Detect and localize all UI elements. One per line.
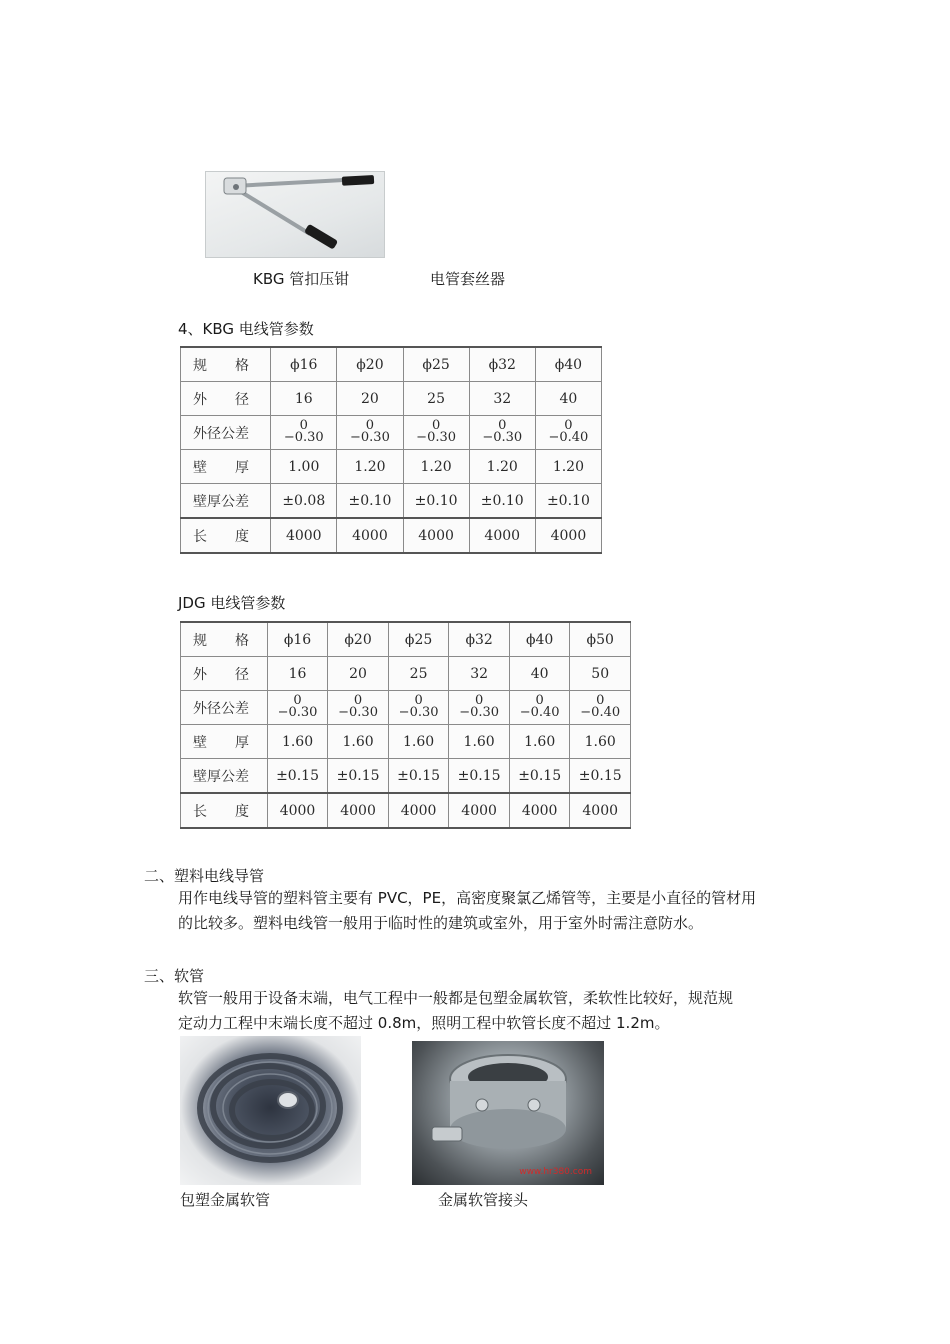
table-cell <box>388 691 449 725</box>
kbg-spec-table <box>180 346 602 554</box>
table-cell: 1.60 <box>328 725 389 759</box>
tolerance-upper: 0 <box>299 418 308 433</box>
tolerance-upper: 0 <box>431 418 441 433</box>
table-cell <box>328 691 389 725</box>
table-cell: ±0.10 <box>337 484 403 519</box>
table-cell: 1.60 <box>388 725 449 759</box>
table-cell: ±0.10 <box>469 484 535 519</box>
tolerance-upper: 0 <box>474 693 484 708</box>
section-plastic-conduit-heading: 二、塑料电线导管 <box>144 867 265 885</box>
table-cell: ϕ32 <box>449 622 510 657</box>
section-plastic-conduit-text <box>178 886 756 936</box>
table-cell: 40 <box>535 382 601 416</box>
table-cell: 50 <box>570 657 631 691</box>
table-cell <box>535 416 601 450</box>
table-cell: ±0.15 <box>328 759 389 794</box>
table-cell: 25 <box>403 382 469 416</box>
row-header: 壁 厚 <box>181 725 268 759</box>
jdg-row <box>181 657 631 691</box>
table-cell: ϕ20 <box>337 347 403 382</box>
tolerance-lower: −0.30 <box>459 705 500 720</box>
table-cell: 25 <box>388 657 449 691</box>
paragraph-line: 软管一般用于设备末端，电气工程中一般都是包塑金属软管，柔软性比较好，规范规 <box>178 989 734 1007</box>
table-cell: ϕ25 <box>403 347 469 382</box>
tolerance-upper: 0 <box>414 693 423 708</box>
table-cell: 4000 <box>267 793 328 828</box>
row-header: 长 度 <box>181 518 271 553</box>
table-cell: ϕ20 <box>328 622 389 657</box>
jdg-spec-table <box>180 621 631 829</box>
table-cell <box>271 416 337 450</box>
row-header: 长 度 <box>181 793 268 828</box>
row-header: 壁厚公差 <box>181 759 268 794</box>
row-header: 外 径 <box>181 657 268 691</box>
metal-hose-connector-photo <box>412 1041 604 1185</box>
table-cell: 1.60 <box>570 725 631 759</box>
tolerance-upper: 0 <box>596 693 605 708</box>
table-cell: ±0.08 <box>271 484 337 519</box>
jdg-row <box>181 691 631 725</box>
table-cell: 1.20 <box>535 450 601 484</box>
row-header: 壁 厚 <box>181 450 271 484</box>
tolerance-lower: −0.30 <box>283 430 324 445</box>
table-cell: 4000 <box>535 518 601 553</box>
table-cell: 1.20 <box>469 450 535 484</box>
tolerance-lower: −0.40 <box>519 705 560 720</box>
table-cell: ϕ40 <box>509 622 570 657</box>
jdg-row <box>181 793 631 828</box>
table-cell: 1.00 <box>271 450 337 484</box>
row-header: 规 格 <box>181 347 271 382</box>
kbg-row <box>181 382 602 416</box>
table-cell: ϕ50 <box>570 622 631 657</box>
table-cell: 1.60 <box>267 725 328 759</box>
table-cell: 32 <box>449 657 510 691</box>
table-cell: ϕ16 <box>267 622 328 657</box>
table-cell: 4000 <box>337 518 403 553</box>
tolerance-lower: −0.40 <box>548 430 589 445</box>
tolerance-upper: 0 <box>293 693 302 708</box>
tolerance-upper: 0 <box>498 418 507 433</box>
table-cell: 4000 <box>271 518 337 553</box>
tolerance-lower: −0.30 <box>416 430 457 445</box>
threading-tool-caption: 电管套丝器 <box>430 270 506 288</box>
table-cell: ±0.15 <box>267 759 328 794</box>
table-cell <box>509 691 570 725</box>
row-header: 规 格 <box>181 622 268 657</box>
tolerance-lower: −0.30 <box>277 705 318 720</box>
table-cell: ±0.15 <box>449 759 510 794</box>
row-header: 外径公差 <box>181 691 268 725</box>
row-header: 壁厚公差 <box>181 484 271 519</box>
kbg-row <box>181 347 602 382</box>
table-cell: 32 <box>469 382 535 416</box>
plastic-coated-metal-hose-photo <box>180 1036 361 1185</box>
tolerance-lower: −0.30 <box>338 705 378 720</box>
table-cell <box>337 416 403 450</box>
table-cell <box>267 691 328 725</box>
table-cell: 20 <box>328 657 389 691</box>
table-cell: ±0.10 <box>403 484 469 519</box>
tolerance-upper: 0 <box>353 693 363 708</box>
table-cell: ϕ32 <box>469 347 535 382</box>
tolerance-upper: 0 <box>535 693 544 708</box>
table-cell: ϕ16 <box>271 347 337 382</box>
paragraph-line: 定动力工程中末端长度不超过 0.8m，照明工程中软管长度不超过 1.2m。 <box>178 1014 670 1032</box>
table-cell: ϕ25 <box>388 622 449 657</box>
jdg-heading: JDG 电线管参数 <box>178 594 286 612</box>
tolerance-lower: −0.40 <box>580 705 621 720</box>
jdg-row <box>181 759 631 794</box>
section-flexible-hose-text <box>178 986 733 1036</box>
jdg-row <box>181 622 631 657</box>
table-cell: 20 <box>337 382 403 416</box>
table-cell: 4000 <box>509 793 570 828</box>
table-cell: ±0.10 <box>535 484 601 519</box>
connector-photo-caption: 金属软管接头 <box>438 1191 529 1209</box>
table-cell <box>570 691 631 725</box>
table-cell: 4000 <box>449 793 510 828</box>
table-cell <box>469 416 535 450</box>
kbg-row <box>181 518 602 553</box>
table-cell: ϕ40 <box>535 347 601 382</box>
tolerance-upper: 0 <box>564 418 573 433</box>
table-cell: 40 <box>509 657 570 691</box>
crimping-tool-photo <box>205 171 385 258</box>
table-cell: 4000 <box>570 793 631 828</box>
paragraph-line: 用作电线导管的塑料管主要有 PVC，PE，高密度聚氯乙烯管等，主要是小直径的管材用 <box>178 889 757 907</box>
table-cell: 4000 <box>403 518 469 553</box>
table-cell: 1.20 <box>337 450 403 484</box>
jdg-row <box>181 725 631 759</box>
paragraph-line: 的比较多。塑料电线管一般用于临时性的建筑或室外，用于室外时需注意防水。 <box>178 914 704 932</box>
kbg-row <box>181 416 602 450</box>
tolerance-lower: −0.30 <box>398 705 439 720</box>
section-flexible-hose-heading: 三、软管 <box>144 967 205 985</box>
row-header: 外 径 <box>181 382 271 416</box>
table-cell: 4000 <box>469 518 535 553</box>
table-cell: 4000 <box>388 793 449 828</box>
tolerance-upper: 0 <box>365 418 375 433</box>
table-cell: 1.60 <box>449 725 510 759</box>
table-cell: 16 <box>271 382 337 416</box>
table-cell: ±0.15 <box>570 759 631 794</box>
table-cell <box>403 416 469 450</box>
crimping-tool-caption: KBG 管扣压钳 <box>253 270 350 288</box>
table-cell: ±0.15 <box>509 759 570 794</box>
table-cell: 1.60 <box>509 725 570 759</box>
hose-photo-caption: 包塑金属软管 <box>180 1191 271 1209</box>
table-cell: 4000 <box>328 793 389 828</box>
tolerance-lower: −0.30 <box>482 430 523 445</box>
table-cell: 16 <box>267 657 328 691</box>
row-header: 外径公差 <box>181 416 271 450</box>
table-cell <box>449 691 510 725</box>
tolerance-lower: −0.30 <box>350 430 390 445</box>
kbg-row <box>181 450 602 484</box>
table-cell: 1.20 <box>403 450 469 484</box>
kbg-row <box>181 484 602 519</box>
photo-watermark: www.hr380.com <box>519 1167 592 1177</box>
kbg-heading: 4、KBG 电线管参数 <box>178 320 314 338</box>
table-cell: ±0.15 <box>388 759 449 794</box>
